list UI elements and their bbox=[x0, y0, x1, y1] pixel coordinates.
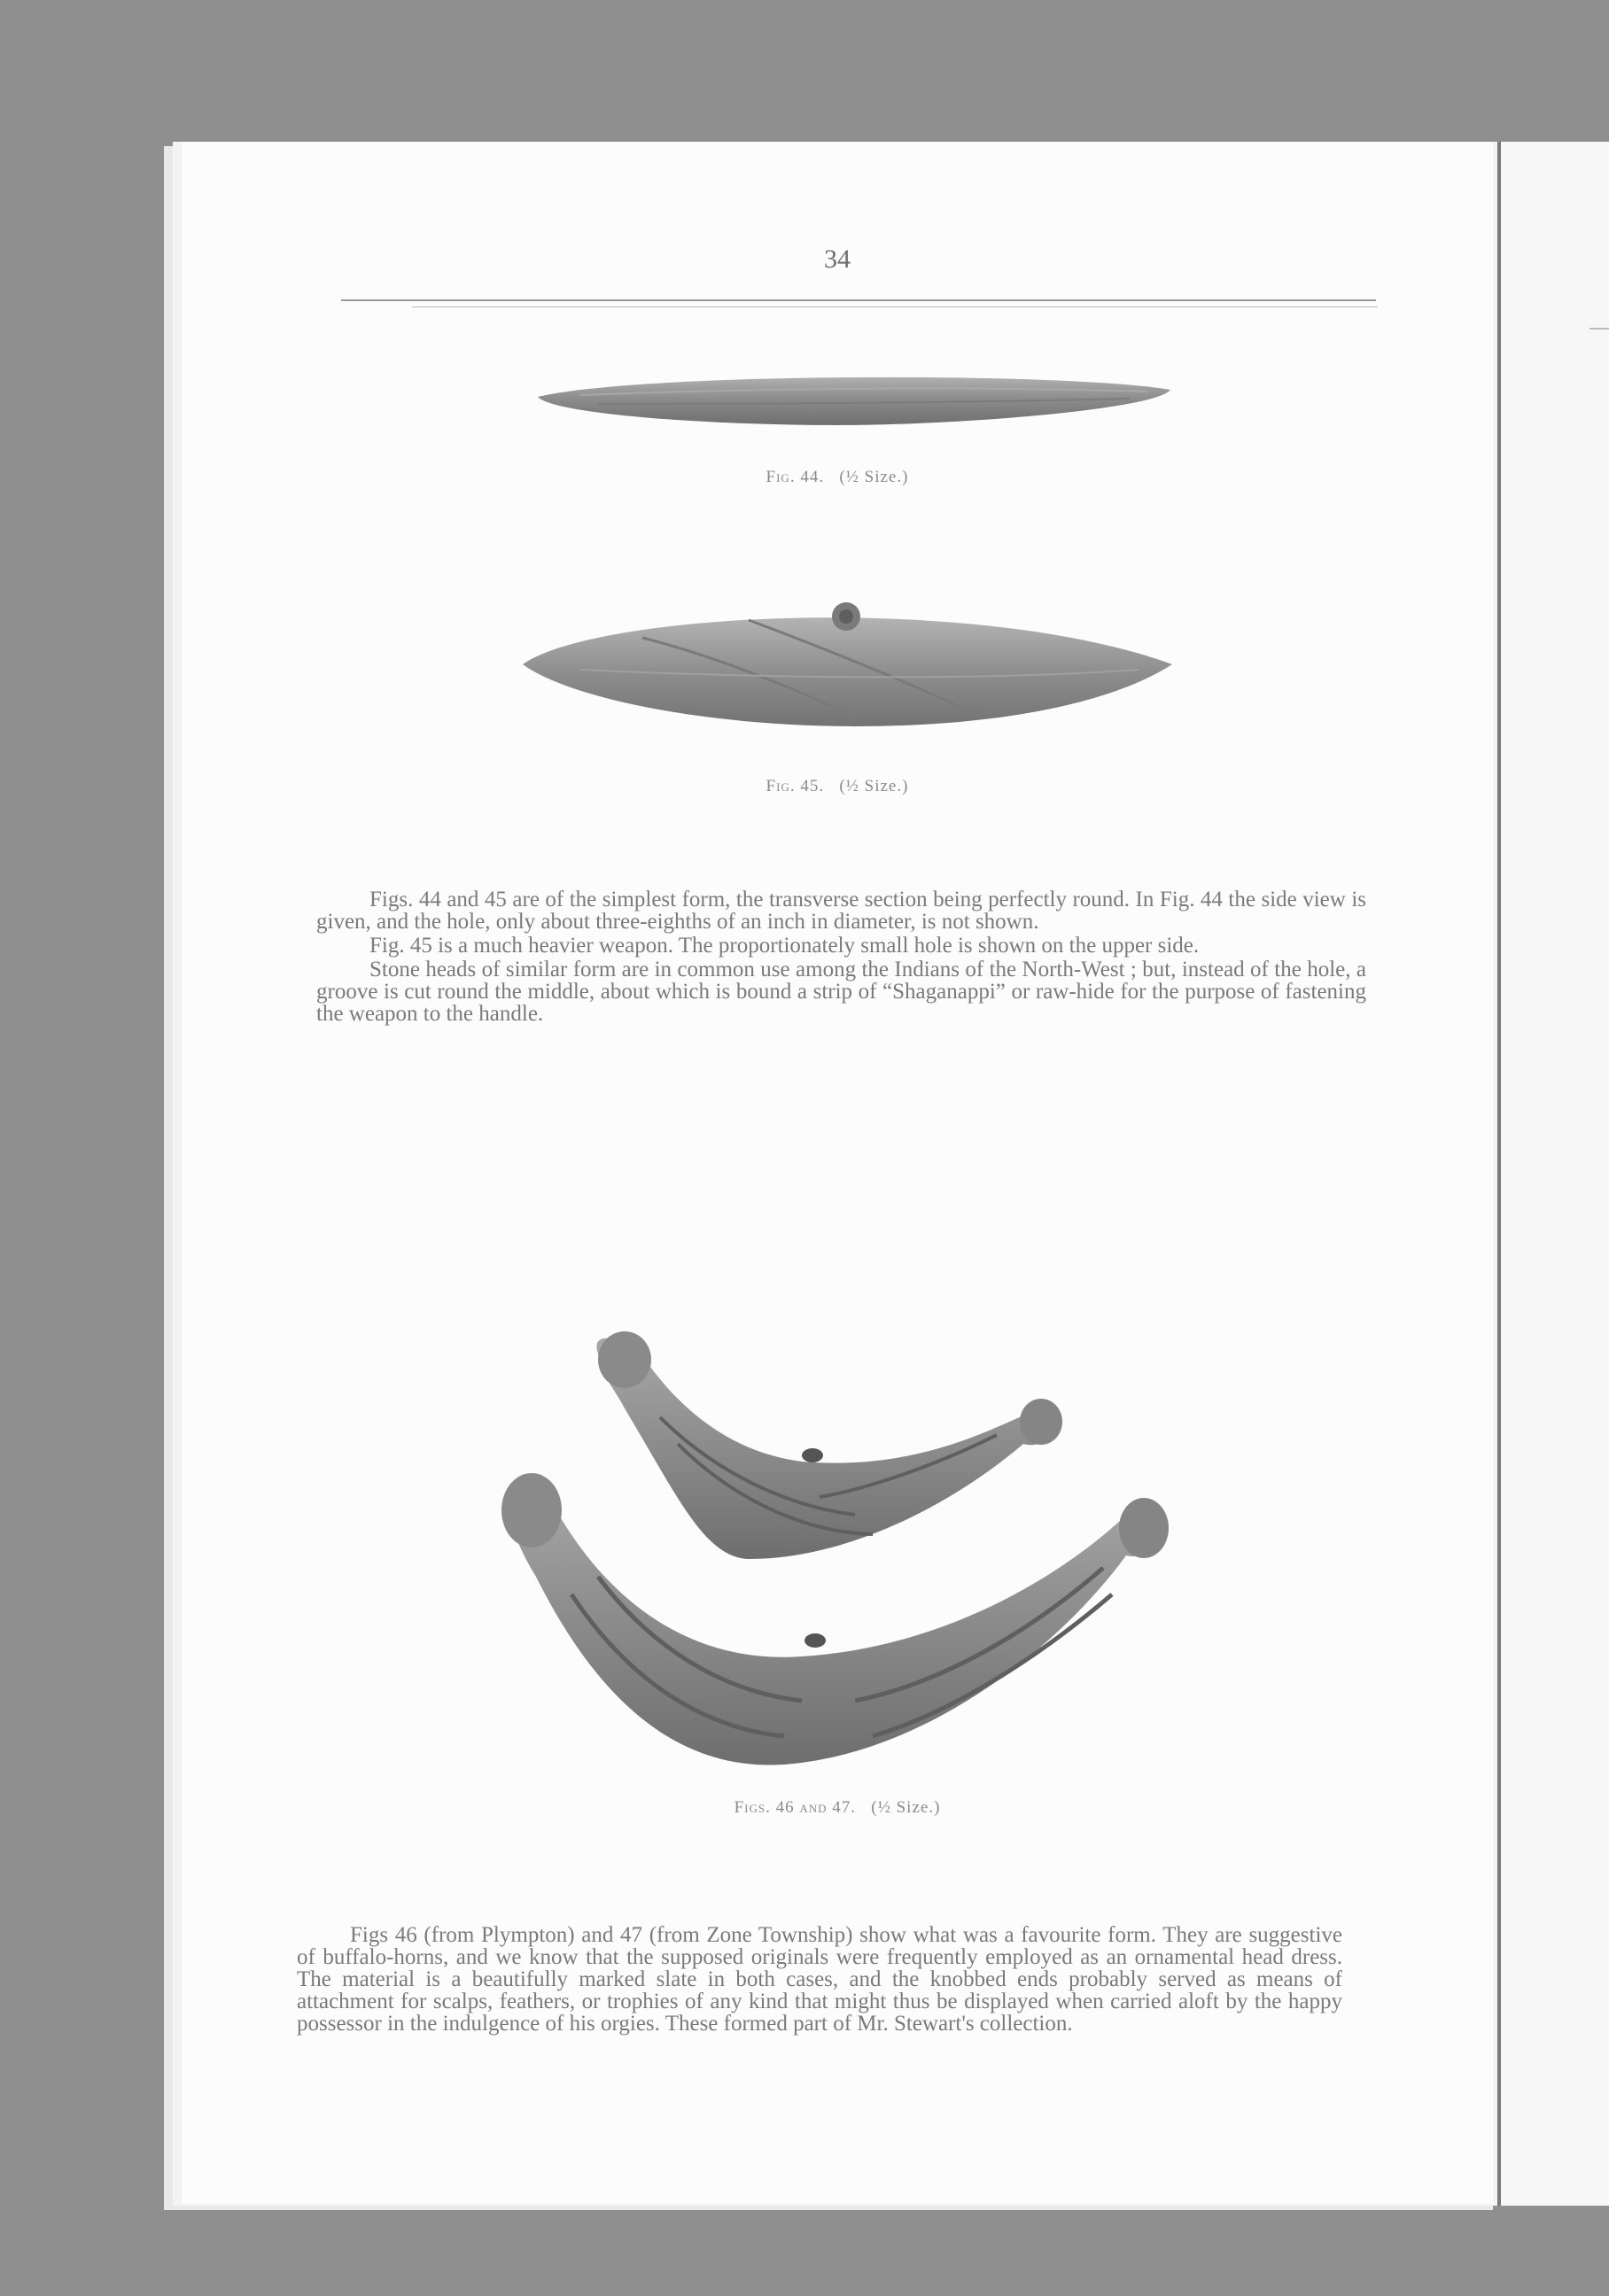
figures-46-47-scale: (½ Size.) bbox=[871, 1798, 941, 1817]
figures-46-47-caption bbox=[182, 1798, 1493, 1818]
paragraph-fig-45: Fig. 45 is a much heavier weapon. The proportionately small hole is shown on the upper side. bbox=[369, 934, 1200, 958]
fig-45-image bbox=[182, 585, 1493, 726]
fig-44-image bbox=[182, 363, 1493, 434]
text-block-1 bbox=[316, 888, 1366, 1027]
figure-45-caption bbox=[182, 777, 1493, 796]
header-rule bbox=[341, 299, 1376, 301]
figure-44-label: Fig. 44. bbox=[766, 468, 825, 486]
figures-46-47-label: Figs. 46 and 47. bbox=[734, 1798, 857, 1817]
figure-45 bbox=[182, 585, 1493, 726]
paragraph-stone-heads: Stone heads of similar form are in common use among the Indians of the North-West ; but, instead of the hole, a groove is cut round the middle, about which is bound a strip of “Shaganappi” or raw-hide for the purpose of fastening the weapon to the handle. bbox=[316, 958, 1366, 1026]
text-block-2 bbox=[297, 1924, 1342, 2036]
figure-44-scale: (½ Size.) bbox=[839, 468, 909, 486]
figure-45-scale: (½ Size.) bbox=[839, 777, 909, 795]
book-page bbox=[182, 142, 1493, 2204]
figure-44-caption bbox=[182, 468, 1493, 487]
facing-page-mark bbox=[1590, 328, 1609, 330]
page-number: 34 bbox=[824, 244, 851, 274]
fig-46-47-image bbox=[182, 1205, 1493, 1772]
header-rule-thin bbox=[412, 306, 1378, 307]
figure-44 bbox=[182, 363, 1493, 434]
paragraph-figs-46-47: Figs 46 (from Plympton) and 47 (from Zone Township) show what was a favourite form. They are suggestive of buffalo-horns, and we know that the supposed originals were frequently employed as an ornamental head dress. The material is a beautifully marked slate in both cases, and the knobbed ends probably served as means of attachment for scalps, feathers, or trophies of any kind that might thus be displayed when carried aloft by the happy possessor in the indulgence of his orgies. These formed part of Mr. Stewart's collection. bbox=[297, 1923, 1342, 2036]
paragraph-figs-44-45: Figs. 44 and 45 are of the simplest form, the transverse section being perfectly round. In Fig. 44 the side view is given, and the hole, only about three-eighths of an inch in diameter, is not shown. bbox=[316, 888, 1366, 934]
facing-page-edge bbox=[1497, 142, 1609, 2206]
figures-46-47 bbox=[182, 1205, 1493, 1772]
figure-45-label: Fig. 45. bbox=[766, 777, 825, 795]
